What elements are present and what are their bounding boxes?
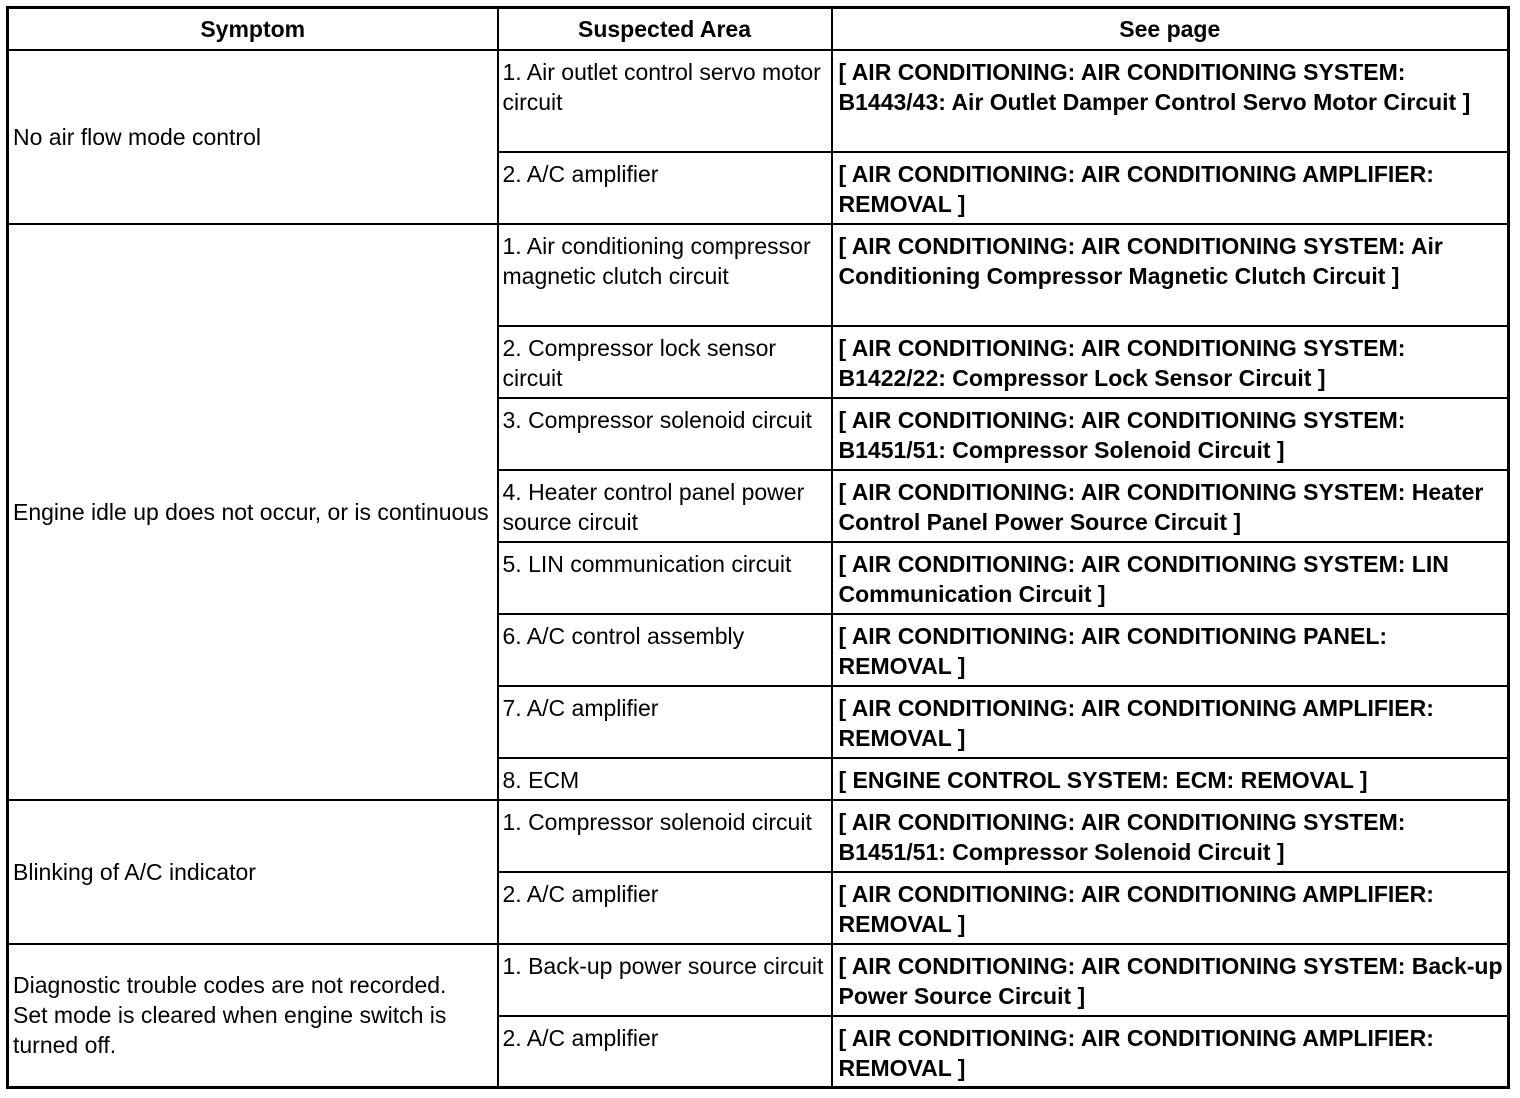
table-row bbox=[8, 224, 1509, 326]
suspected-area-cell: 1. Back-up power source circuit bbox=[498, 944, 832, 1016]
table-row bbox=[8, 944, 1509, 1016]
see-page-reference: [ ENGINE CONTROL SYSTEM: ECM: REMOVAL ] bbox=[832, 758, 1509, 800]
symptom-cell bbox=[8, 944, 498, 1088]
table-row bbox=[8, 50, 1509, 152]
see-page-reference: [ AIR CONDITIONING: AIR CONDITIONING AMPLIFIER: REMOVAL ] bbox=[832, 872, 1509, 944]
suspected-area-cell: 8. ECM bbox=[498, 758, 832, 800]
symptom-text: Blinking of A/C indicator bbox=[13, 858, 256, 885]
see-page-reference: [ AIR CONDITIONING: AIR CONDITIONING SYSTEM: B1443/43: Air Outlet Damper Control Servo Motor Circuit ] bbox=[832, 50, 1509, 152]
suspected-area-cell: 2. A/C amplifier bbox=[498, 872, 832, 944]
symptom-cell bbox=[8, 224, 498, 800]
suspected-area-cell: 1. Air conditioning compressor magnetic clutch circuit bbox=[498, 224, 832, 326]
see-page-reference: [ AIR CONDITIONING: AIR CONDITIONING AMPLIFIER: REMOVAL ] bbox=[832, 686, 1509, 758]
header-row bbox=[8, 8, 1509, 50]
symptom-text: Engine idle up does not occur, or is continuous bbox=[13, 498, 489, 525]
suspected-area-cell: 1. Air outlet control servo motor circuit bbox=[498, 50, 832, 152]
header-suspected-area: Suspected Area bbox=[498, 8, 832, 50]
diagnosis-table bbox=[6, 6, 1510, 1089]
see-page-reference: [ AIR CONDITIONING: AIR CONDITIONING AMPLIFIER: REMOVAL ] bbox=[832, 152, 1509, 224]
suspected-area-cell: 2. Compressor lock sensor circuit bbox=[498, 326, 832, 398]
symptom-text: No air flow mode control bbox=[13, 123, 261, 150]
symptom-text: Diagnostic trouble codes are not recorded. bbox=[13, 972, 447, 999]
header-see-page: See page bbox=[832, 8, 1509, 50]
see-page-reference: [ AIR CONDITIONING: AIR CONDITIONING SYSTEM: LIN Communication Circuit ] bbox=[832, 542, 1509, 614]
see-page-reference: [ AIR CONDITIONING: AIR CONDITIONING SYSTEM: Back-up Power Source Circuit ] bbox=[832, 944, 1509, 1016]
see-page-reference: [ AIR CONDITIONING: AIR CONDITIONING SYSTEM: Air Conditioning Compressor Magnetic Clutch Circuit ] bbox=[832, 224, 1509, 326]
suspected-area-cell: 5. LIN communication circuit bbox=[498, 542, 832, 614]
suspected-area-cell: 2. A/C amplifier bbox=[498, 1016, 832, 1088]
symptom-cell bbox=[8, 50, 498, 224]
symptom-cell bbox=[8, 800, 498, 944]
see-page-reference: [ AIR CONDITIONING: AIR CONDITIONING PANEL: REMOVAL ] bbox=[832, 614, 1509, 686]
suspected-area-cell: 7. A/C amplifier bbox=[498, 686, 832, 758]
see-page-reference: [ AIR CONDITIONING: AIR CONDITIONING SYSTEM: B1451/51: Compressor Solenoid Circuit ] bbox=[832, 800, 1509, 872]
table-row bbox=[8, 800, 1509, 872]
see-page-reference: [ AIR CONDITIONING: AIR CONDITIONING AMPLIFIER: REMOVAL ] bbox=[832, 1016, 1509, 1088]
symptom-text: Set mode is cleared when engine switch is turned off. bbox=[13, 1002, 447, 1059]
see-page-reference: [ AIR CONDITIONING: AIR CONDITIONING SYSTEM: B1451/51: Compressor Solenoid Circuit ] bbox=[832, 398, 1509, 470]
suspected-area-cell: 6. A/C control assembly bbox=[498, 614, 832, 686]
see-page-reference: [ AIR CONDITIONING: AIR CONDITIONING SYSTEM: B1422/22: Compressor Lock Sensor Circuit ] bbox=[832, 326, 1509, 398]
header-symptom: Symptom bbox=[8, 8, 498, 50]
table-body bbox=[8, 50, 1509, 1088]
suspected-area-cell: 1. Compressor solenoid circuit bbox=[498, 800, 832, 872]
suspected-area-cell: 3. Compressor solenoid circuit bbox=[498, 398, 832, 470]
see-page-reference: [ AIR CONDITIONING: AIR CONDITIONING SYSTEM: Heater Control Panel Power Source Circuit ] bbox=[832, 470, 1509, 542]
suspected-area-cell: 4. Heater control panel power source circuit bbox=[498, 470, 832, 542]
suspected-area-cell: 2. A/C amplifier bbox=[498, 152, 832, 224]
